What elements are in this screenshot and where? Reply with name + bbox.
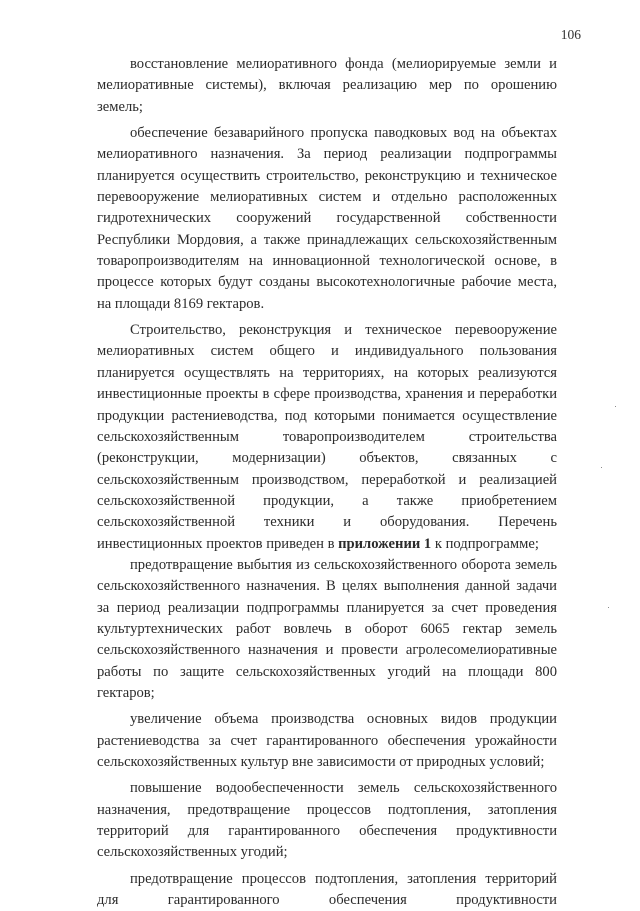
paragraph-construction-tail: к подпрограмме; [431, 535, 539, 552]
paragraph-water-supply: повышение водообеспеченности земель сельскохозяйственного назначения, предотвращение процессов подтопления, затопления территорий для гарантированного обеспечения продуктивности сельскохозяйственных угодий; [97, 780, 557, 861]
paragraph-construction-text: Строительство, реконструкция и техническое перевооружение мелиоративных систем общего и индивидуального пользования планируется осуществлять на территориях, на которых реализуются инвестиционные проекты в сфере производства, хранения и переработки продукции растениеводства, под которыми понимается осуществление сельскохозяйственным товаропроизводителем строительства (реконструкции, модернизации) объектов, связанных с сельскохозяйственным производством, переработкой и реализацией сельскохозяйственной продукции, а также приобретением сельскохозяйственной техники и оборудования. Перечень инвестиционных проектов приведен в [97, 322, 557, 552]
paragraph-land-retirement: предотвращение выбытия из сельскохозяйственного оборота земель сельскохозяйственного назначения. В целях выполнения данной задачи за период реализации подпрограммы планируется за счет проведения культуртехнических работ вовлечь в оборот 6065 гектар земель сельскохозяйственного назначения и провести агролесомелиоративные работы по защите сельскохозяйственных угодий на площади 800 гектаров; [97, 556, 557, 701]
paragraph-crop-production: увеличение объема производства основных видов продукции растениеводства за счет гарантированного обеспечения урожайности сельскохозяйственных культур вне зависимости от природных условий; [97, 711, 557, 770]
paragraph-construction [97, 320, 557, 555]
scan-speck [615, 406, 616, 407]
page-number: 106 [560, 27, 581, 42]
scan-speck [601, 467, 602, 468]
scan-speck [608, 607, 609, 608]
paragraph-irrigation-fund: восстановление мелиоративного фонда (мелиорируемые земли и мелиоративные системы), включая реализацию мер по орошению земель; [97, 56, 557, 115]
appendix-reference: приложении 1 [338, 535, 432, 552]
paragraph-flood-prevention: предотвращение процессов подтопления, затопления территорий для гарантированного обеспечения продуктивности [97, 870, 557, 909]
paragraph-flood-waters: обеспечение безаварийного пропуска паводковых вод на объектах мелиоративного назначения. За период реализации подпрограммы планируется осуществить строительство, реконструкцию и техническое перевооружение мелиоративных систем и отдельно расположенных гидротехнических сооружений государственной собственности Республики Мордовия, а также принадлежащих сельскохозяйственным товаропроизводителям на инновационной технологической основе, в процессе которых будут созданы высокотехнологичные рабочие места, на площади 8169 гектаров. [97, 125, 557, 312]
document-body [97, 54, 557, 911]
